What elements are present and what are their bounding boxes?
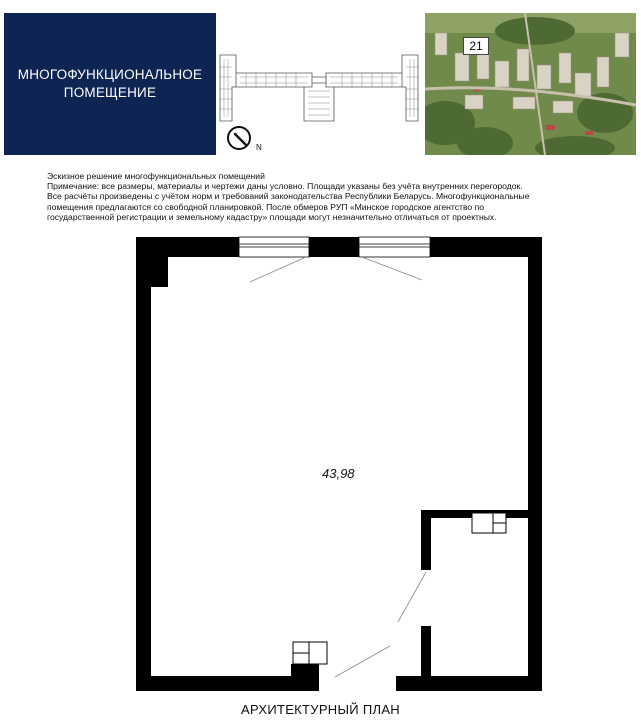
compass-north-label: N — [256, 143, 262, 152]
floor-plan — [130, 232, 550, 694]
notes-line: помещения предлагаются со свободной планировкой. После обмеров РУП «Минское городское агентство по — [47, 201, 485, 212]
notes-line: Все расчёты произведены с учётом норм и требований законодательства Республики Беларусь. Многофункциональные — [47, 191, 530, 202]
notes-line: государственной регистрации и земельному кадастру» площади могут незначительно отличаться от проектных. — [47, 211, 497, 222]
floor-plan-drawing — [130, 232, 550, 694]
page-title-line2: ПОМЕЩЕНИЕ — [63, 85, 157, 100]
room-area-label: 43,98 — [322, 466, 355, 481]
page-title — [18, 66, 202, 102]
walls — [136, 237, 542, 691]
aerial-render — [425, 13, 636, 155]
notes-block — [47, 171, 617, 222]
key-plan — [216, 13, 423, 155]
notes-line: Примечание: все размеры, материалы и чертежи даны условно. Площади указаны без учёта внутренних перегородок. — [47, 181, 523, 192]
title-box — [4, 13, 216, 155]
plan-caption: АРХИТЕКТУРНЫЙ ПЛАН — [240, 702, 400, 717]
building-number-badge: 21 — [463, 37, 489, 55]
compass-icon — [224, 121, 274, 155]
notes-heading: Эскизное решение многофункциональных помещений — [47, 171, 265, 181]
aerial-render-image — [425, 13, 636, 155]
page-title-line1: МНОГОФУНКЦИОНАЛЬНОЕ — [17, 67, 203, 82]
